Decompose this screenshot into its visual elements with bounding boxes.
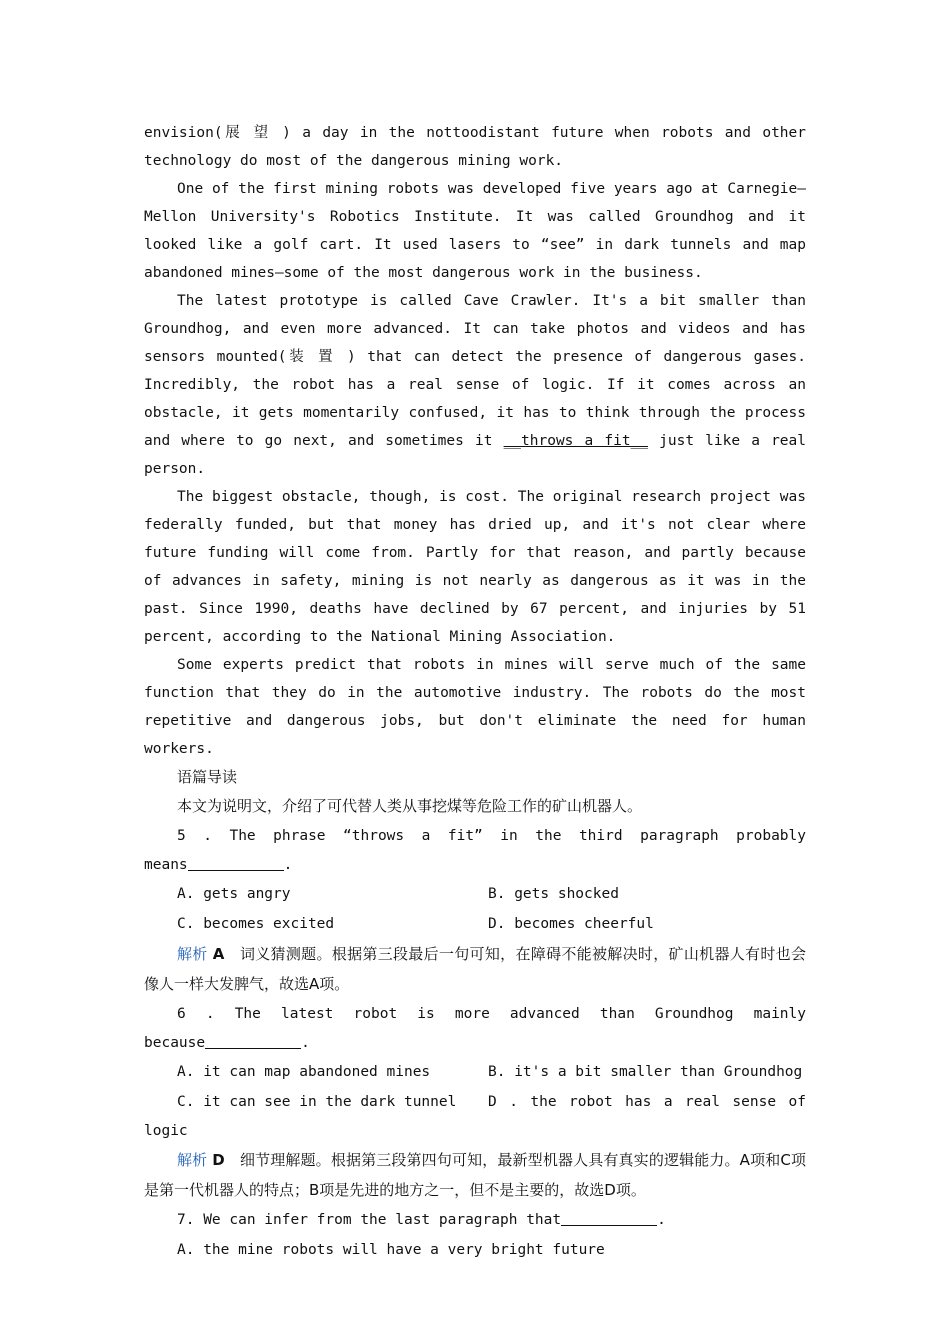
options-row [144,879,806,909]
options-row [144,1235,806,1265]
passage-paragraph [144,287,806,483]
option-a: A. the mine robots will have a very bright future [177,1242,605,1258]
stem-text: because [144,1035,206,1051]
passage-paragraph: The biggest obstacle, though, is cost. The original research project was federally funded, but that money has dried up, and it's not clear where future funding will come from. Partly for that reason, and partly because of advances in safety, mining is not nearly as dangerous as it was in the past. Since 1990, deaths have declined by 67 percent, and injuries by 51 percent, according to the National Mining Association. [144,489,806,645]
analysis-text: 词义猜测题。根据第三段最后一句可知，在障碍不能被解决时，矿山机器人有时也会像人一样大发脾气，故选A项。 [144,945,806,993]
option-c: C. it can see in the dark tunnel [177,1094,457,1110]
stem-text: means [144,857,188,873]
answer-blank [205,1032,301,1049]
passage-line: technology do most of the dangerous mining work. [144,153,564,169]
stem-text: 7. We can infer from the last paragraph that [177,1212,562,1228]
analysis-label: 解析 [177,945,208,963]
option-b: B. it's a bit smaller than Groundhog [488,1064,803,1080]
paragraph-text: just like a real person. [144,433,806,477]
analysis-label: 解析 [177,1151,208,1169]
passage-line: envision(展 望 ) a day in the nottoodistant future when robots and other [144,125,806,141]
answer-blank [561,1209,657,1226]
stem-end: . [657,1212,666,1228]
stem-end: . [301,1035,310,1051]
question-stem [144,1205,806,1235]
option-d: D. becomes cheerful [488,916,654,932]
analysis-text: 细节理解题。根据第三段第四句可知，最新型机器人具有真实的逻辑能力。A项和C项是第一代机器人的特点；B项是先进的地方之一，但不是主要的，故选D项。 [144,1151,806,1199]
options-row [144,909,806,939]
question-stem: 6 . The latest robot is more advanced than Groundhog mainly [177,1006,806,1022]
stem-end: . [283,857,293,873]
options-row [144,1057,806,1087]
option-b: B. gets shocked [488,886,619,902]
option-d: D . the robot has a real sense of [488,1094,806,1110]
analysis [144,939,806,999]
question-stem: 5 . The phrase “throws a fit” in the third paragraph probably [177,828,806,844]
option-d-continued: logic [144,1123,188,1139]
question-stem [144,851,806,879]
underlined-phrase: __throws a fit__ [503,433,649,449]
option-c: C. becomes excited [177,916,335,932]
document-page [144,119,806,1265]
analysis [144,1145,806,1205]
passage-paragraph: One of the first mining robots was developed five years ago at Carnegie—Mellon University's Robotics Institute. It was called Groundhog and it looked like a golf cart. It used lasers to “see” in dark tunnels and map abandoned mines—some of the most dangerous work in the business. [144,181,806,281]
options-row [144,1087,806,1117]
answer-blank [188,854,284,871]
question-stem [144,1029,806,1057]
option-a: A. gets angry [177,886,291,902]
passage-paragraph: Some experts predict that robots in mines will serve much of the same function that they do in the automotive industry. The robots do the most repetitive and dangerous jobs, but don't eliminate the need for human workers. [144,657,806,757]
option-a: A. it can map abandoned mines [177,1064,431,1080]
guide-heading: 语篇导读 [177,768,238,786]
answer-letter: D [212,1151,225,1169]
guide-text: 本文为说明文，介绍了可代替人类从事挖煤等危险工作的矿山机器人。 [177,797,643,815]
paragraph-text: The latest prototype is called Cave Crawler. It's a bit smaller than Groundhog, and even more advanced. It can take photos and videos and has sensors mounted(装 置 ) that can detect the presence of dangerous gases. Incredibly, the robot has a real sense of logic. If it comes across an obstacle, it gets momentarily confused, it has to think through the process and where to go next, and sometimes it [144,293,806,449]
answer-letter: A [212,945,225,963]
